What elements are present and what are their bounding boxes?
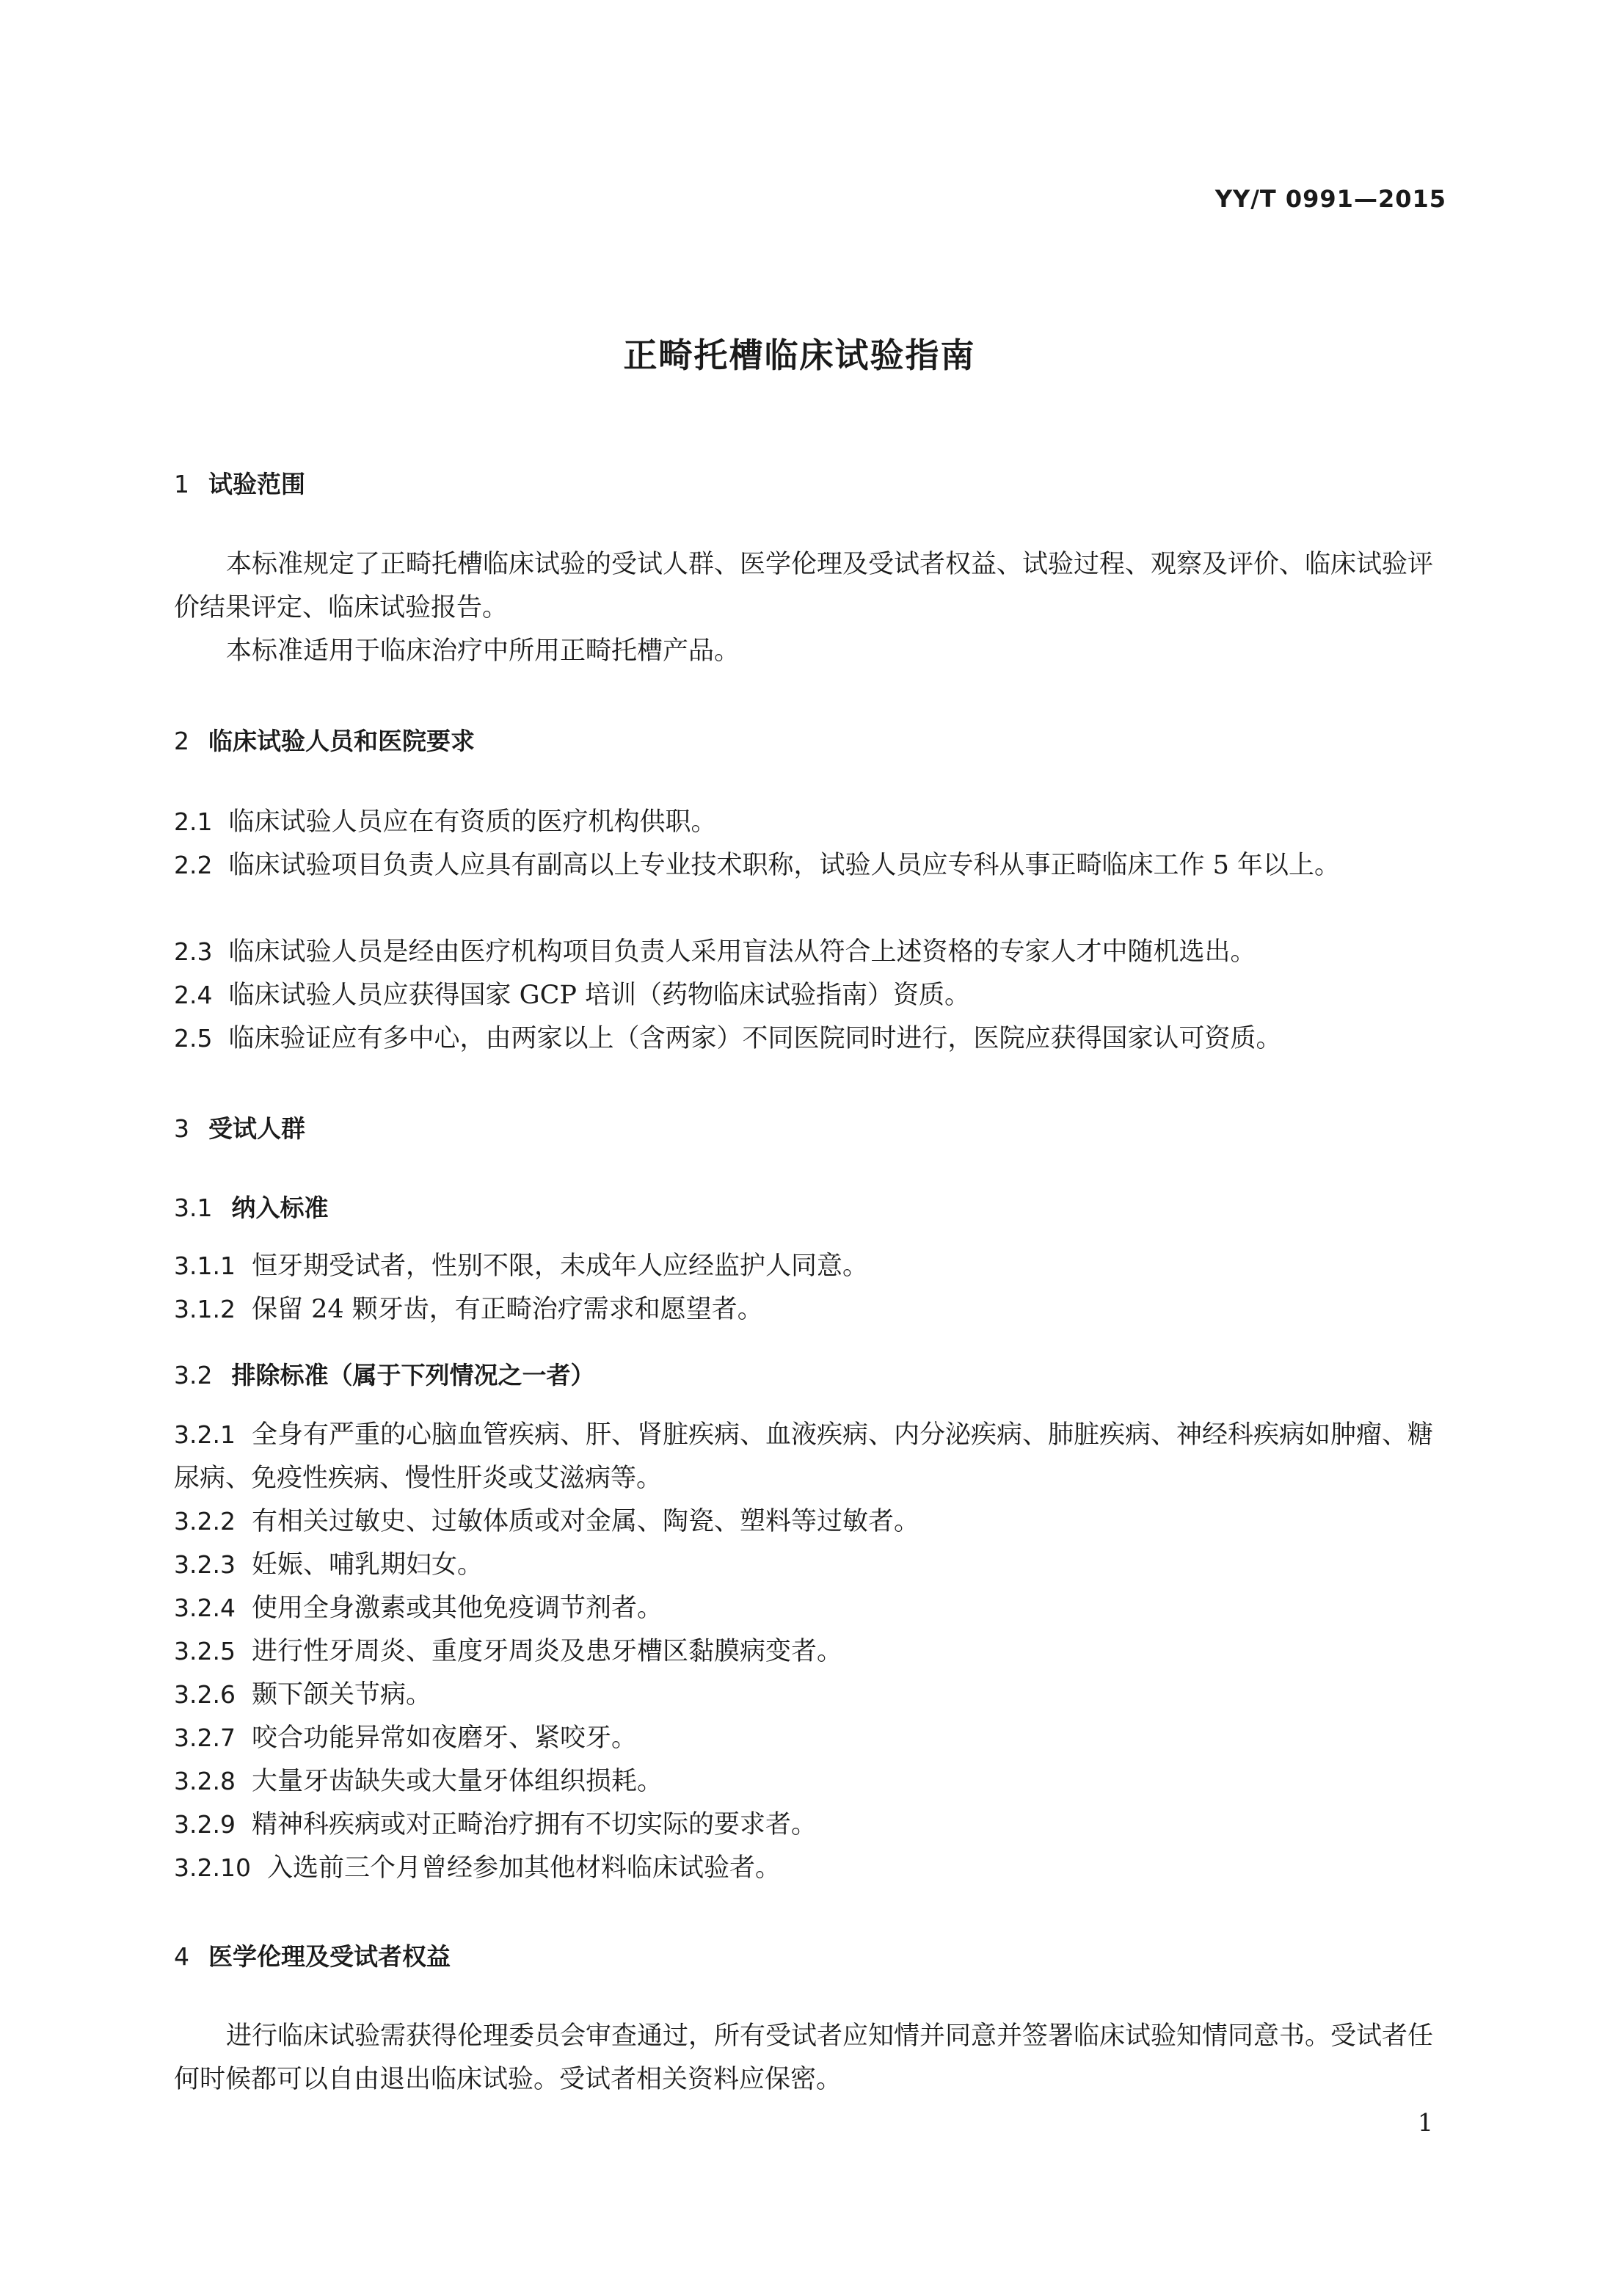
clause-text: 入选前三个月曾经参加其他材料临床试验者。 <box>266 1853 781 1883</box>
clause-text: 使用全身激素或其他免疫调节剂者。 <box>251 1594 663 1623</box>
clause-2-4 <box>174 973 1433 1017</box>
clause-3-1-1 <box>174 1244 1433 1288</box>
clause-number: 3.1.2 <box>174 1295 236 1323</box>
clause-number: 2.4 <box>174 981 213 1009</box>
clause-3-2-10 <box>174 1846 1433 1890</box>
clause-text: 临床验证应有多中心，由两家以上（含两家）不同医院同时进行，医院应获得国家认可资质。 <box>228 1024 1282 1053</box>
clause-text: 大量牙齿缺失或大量牙体组织损耗。 <box>251 1767 663 1796</box>
document-title: 正畸托槽临床试验指南 <box>623 335 976 375</box>
clause-number: 2.1 <box>174 807 213 836</box>
section-4-paragraph-1: 进行临床试验需获得伦理委员会审查通过，所有受试者应知情并同意并签署临床试验知情同意书。受试者任何时候都可以自由退出临床试验。受试者相关资料应保密。 <box>174 2021 1434 2094</box>
clause-3-1-2 <box>174 1287 1433 1332</box>
clause-number: 3.2.8 <box>174 1767 236 1795</box>
subsection-title: 排除标准（属于下列情况之一者） <box>231 1361 595 1389</box>
section-4-heading <box>174 1938 451 1972</box>
clause-text: 进行性牙周炎、重度牙周炎及患牙槽区黏膜病变者。 <box>251 1637 842 1666</box>
section-title: 试验范围 <box>208 470 305 498</box>
clause-number: 3.2.5 <box>174 1637 236 1665</box>
section-3-heading <box>174 1110 305 1144</box>
section-1-paragraph-2: 本标准适用于临床治疗中所用正畸托槽产品。 <box>226 636 740 666</box>
subsection-3-2-heading <box>174 1356 594 1391</box>
clause-2-3 <box>174 930 1433 974</box>
section-number: 4 <box>174 1942 189 1971</box>
clause-2-5 <box>174 1017 1433 1061</box>
clause-text: 全身有严重的心脑血管疾病、肝、肾脏疾病、血液疾病、内分泌疾病、肺脏疾病、神经科疾病如肿瘤、糖尿病、免疫性疾病、慢性肝炎或艾滋病等。 <box>174 1420 1433 1493</box>
subsection-number: 3.2 <box>174 1361 213 1389</box>
section-number: 2 <box>174 727 189 755</box>
clause-text: 恒牙期受试者，性别不限，未成年人应经监护人同意。 <box>251 1251 868 1281</box>
clause-number: 3.2.1 <box>174 1420 236 1449</box>
section-number: 1 <box>174 470 189 498</box>
clause-3-2-3 <box>174 1543 1433 1587</box>
clause-3-2-9 <box>174 1803 1433 1847</box>
clause-number: 3.2.9 <box>174 1810 236 1839</box>
section-title: 受试人群 <box>208 1114 305 1143</box>
clause-text: 临床试验人员应获得国家 GCP 培训（药物临床试验指南）资质。 <box>228 981 971 1010</box>
clause-2-1 <box>174 800 1433 844</box>
clause-number: 3.1.1 <box>174 1251 236 1280</box>
clause-number: 3.2.2 <box>174 1507 236 1536</box>
section-number: 3 <box>174 1114 189 1143</box>
standard-code: YY/T 0991—2015 <box>1214 185 1446 213</box>
subsection-number: 3.1 <box>174 1194 213 1222</box>
clause-text: 咬合功能异常如夜磨牙、紧咬牙。 <box>251 1723 637 1753</box>
clause-number: 2.5 <box>174 1024 213 1053</box>
clause-number: 3.2.7 <box>174 1723 236 1752</box>
clause-number: 3.2.6 <box>174 1680 236 1709</box>
clause-text: 保留 24 颗牙齿，有正畸治疗需求和愿望者。 <box>251 1295 763 1324</box>
clause-number: 3.2.3 <box>174 1550 236 1579</box>
clause-3-2-1 <box>174 1413 1433 1500</box>
section-2-heading <box>174 722 475 757</box>
clause-3-2-4 <box>174 1586 1433 1630</box>
clause-3-2-2 <box>174 1500 1433 1544</box>
subsection-3-1-heading <box>174 1189 328 1224</box>
clause-3-2-6 <box>174 1673 1433 1717</box>
page-number: 1 <box>1418 2108 1433 2137</box>
clause-2-2 <box>174 843 1433 887</box>
clause-3-2-8 <box>174 1759 1433 1803</box>
clause-number: 2.3 <box>174 937 213 966</box>
clause-text: 颞下颌关节病。 <box>251 1680 431 1710</box>
clause-text: 临床试验项目负责人应具有副高以上专业技术职称，试验人员应专科从事正畸临床工作 5 年以上。 <box>228 851 1341 880</box>
clause-3-2-7 <box>174 1716 1433 1760</box>
clause-number: 2.2 <box>174 851 213 879</box>
clause-text: 精神科疾病或对正畸治疗拥有不切实际的要求者。 <box>251 1810 817 1839</box>
clause-number: 3.2.10 <box>174 1853 251 1882</box>
clause-number: 3.2.4 <box>174 1594 236 1622</box>
clause-text: 临床试验人员应在有资质的医疗机构供职。 <box>228 807 717 837</box>
section-title: 医学伦理及受试者权益 <box>208 1942 451 1971</box>
clause-text: 妊娠、哺乳期妇女。 <box>251 1550 483 1580</box>
clause-3-2-5 <box>174 1630 1433 1674</box>
clause-text: 有相关过敏史、过敏体质或对金属、陶瓷、塑料等过敏者。 <box>251 1507 919 1536</box>
section-1-heading <box>174 465 305 500</box>
subsection-title: 纳入标准 <box>231 1194 329 1222</box>
section-1-paragraph-1: 本标准规定了正畸托槽临床试验的受试人群、医学伦理及受试者权益、试验过程、观察及评价、临床试验评价结果评定、临床试验报告。 <box>174 550 1434 622</box>
clause-text: 临床试验人员是经由医疗机构项目负责人采用盲法从符合上述资格的专家人才中随机选出。 <box>228 937 1256 967</box>
section-title: 临床试验人员和医院要求 <box>208 727 475 755</box>
